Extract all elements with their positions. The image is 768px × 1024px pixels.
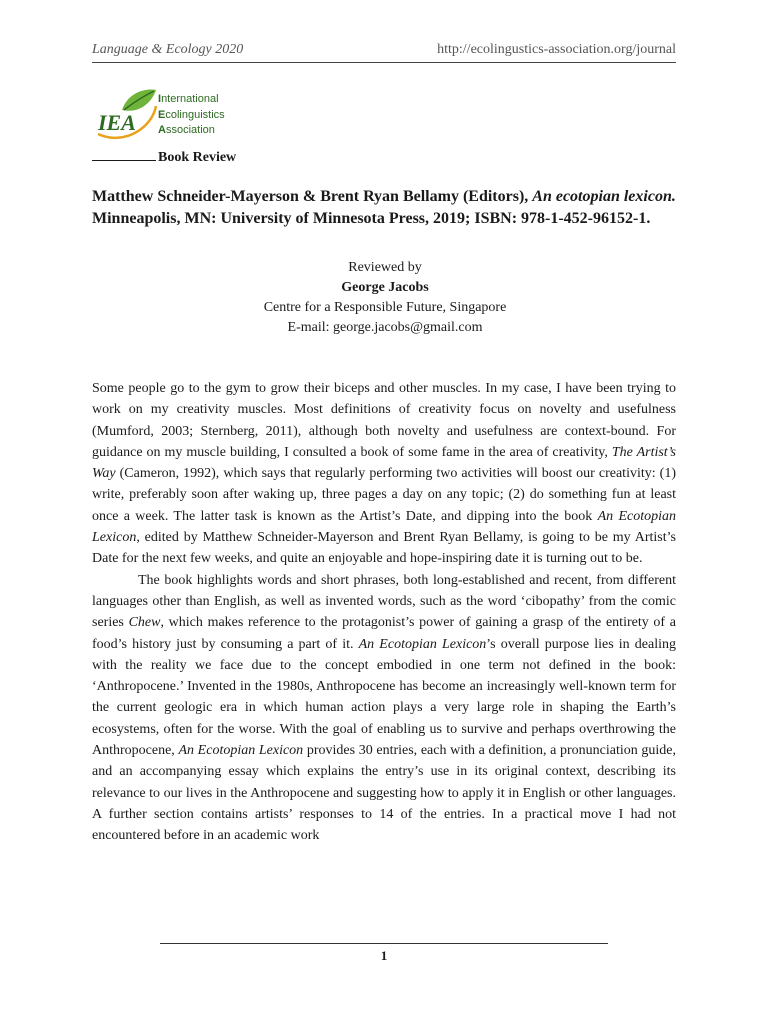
logo-line-2: Ecolinguistics: [158, 108, 225, 121]
reviewer-email: E-mail: george.jacobs@gmail.com: [287, 320, 483, 335]
reviewer-affiliation: Centre for a Responsible Future, Singapore: [263, 300, 507, 315]
section-label: Book Review: [92, 150, 236, 166]
reviewed-by: Reviewed by: [348, 260, 422, 275]
book-citation: Matthew Schneider-Mayerson & Brent Ryan Bellamy (Editors), An ecotopian lexicon. Minneapolis, MN: University of Minnesota Press, 2019; ISBN: 978-1-452-96152-1.: [92, 188, 676, 227]
logo-abbr: IEA: [98, 110, 136, 135]
paragraph-1: Some people go to the gym to grow their biceps and other muscles. In my case, I have been trying to work on my creativity muscles. Most definitions of creativity focus on novelty and usefulness (Mumford, 2003; Sternberg, 2011), although both novelty and usefulness are context-bound. For guidance on my muscle building, I consulted a book of some fame in the area of creativity, The Artist’s Way (Cameron, 1992), which says that regularly performing two activities will boost our creativity: (1) write, preferably soon after waking up, three pages a day on any topic; (2) do something fun at least once a week. The latter task is known as the Artist’s Date, and dipping into the book An Ecotopian Lexicon, edited by Matthew Schneider-Mayerson and Brent Ryan Bellamy, is going to be my Artist’s Date for the next few weeks, and quite an enjoyable and hope-inspiring date it is turning out to be.: [92, 381, 676, 567]
reviewer-name: George Jacobs: [341, 280, 429, 295]
journal-url: http://ecolingustics-association.org/journal: [437, 42, 676, 57]
logo-text: [158, 92, 225, 139]
paragraph-2: The book highlights words and short phrases, both long-established and recent, from different languages other than English, as well as invented words, such as the word ‘cibopathy’ from the comic series Chew, which makes reference to the protagonist’s power of gaining a grasp of the entirety of a food’s history just by consuming a part of it. An Ecotopian Lexicon’s overall purpose lies in dealing with the reality we face due to the concept embodied in one term not defined in the book: ‘Anthropocene.’ Invented in the 1980s, Anthropocene has become an increasingly well-known term for the current geologic era in which human action plays a very large role in shaping the Earth’s ecosystems, often for the worse. With the goal of enabling us to survive and perhaps overthrowing the Anthropocene, An Ecotopian Lexicon provides 30 entries, each with a definition, a pronunciation guide, and an accompanying essay which explains the entry’s use in its original context, describing its relevance to our lives in the Anthropocene and suggesting how to apply it in English or other languages. A further section contains artists’ responses to 14 of the entries. In a practical move I had not encountered before in an academic work: [92, 572, 676, 844]
logo-line-3: Association: [158, 124, 215, 136]
journal-name: Language & Ecology 2020: [92, 42, 244, 57]
logo-line-1: International: [158, 93, 219, 105]
review-body: [92, 378, 676, 847]
running-header: [92, 42, 676, 63]
book-title: An ecotopian lexicon.: [532, 188, 676, 205]
footer-rule: [160, 943, 608, 944]
section-rule: [92, 160, 156, 161]
reviewer-block: [92, 258, 678, 338]
page-number: 1: [380, 948, 388, 963]
